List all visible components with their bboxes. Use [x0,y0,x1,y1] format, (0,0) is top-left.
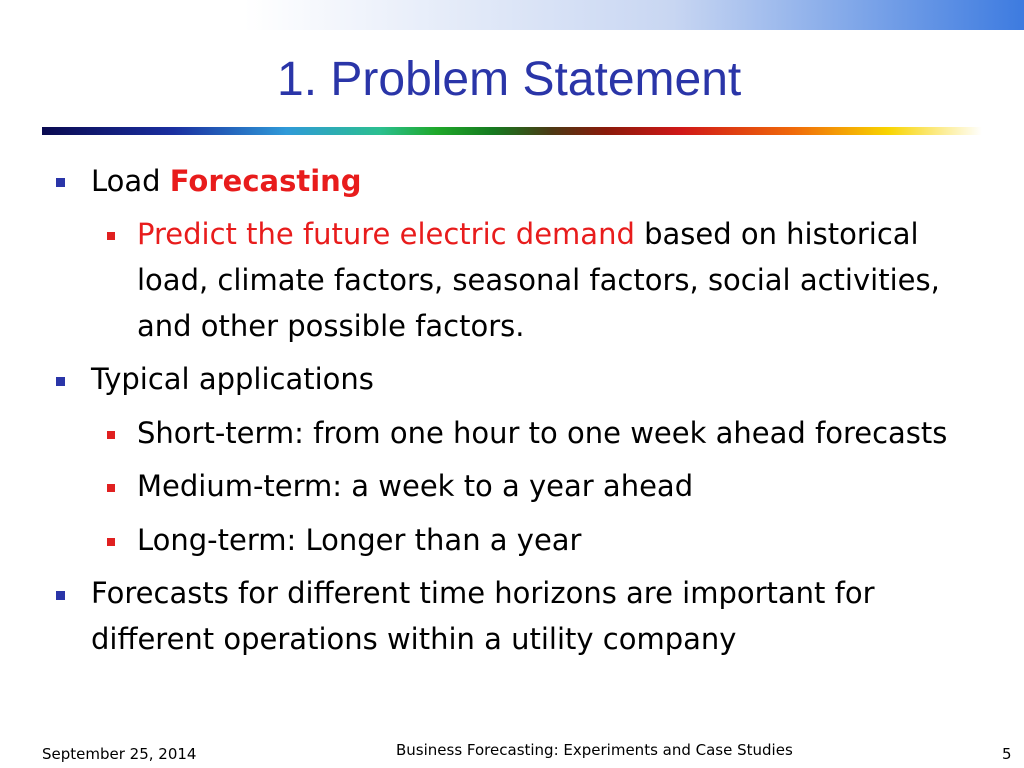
footer-date: September 25, 2014 [42,745,197,763]
title-divider-rainbow [42,127,982,135]
slide-title: 1. Problem Statement [277,53,742,106]
sub-bullet-short-term: Short-term: from one hour to one week ahead forecasts [137,416,948,450]
bullet-forecasts-line2: different operations within a utility company [91,622,737,656]
sub-bullet-medium-term: Medium-term: a week to a year ahead [137,469,694,503]
header-gradient-band [244,0,1024,30]
bullet-text: Load [91,164,170,198]
sub-bullet-square-icon [107,232,115,240]
sub-bullet-text: based on historical [634,217,919,251]
sub-bullet-square-icon [107,431,115,439]
sub-bullet-square-icon [107,538,115,546]
bullet-square-icon [56,178,65,187]
sub-bullet-long-term: Long-term: Longer than a year [137,523,582,557]
sub-bullet-square-icon [107,484,115,492]
bullet-square-icon [56,591,65,600]
bullet-load-forecasting [91,158,362,204]
bullet-square-icon [56,377,65,386]
bullet-forecasts-line1: Forecasts for different time horizons are important for [91,576,875,610]
sub-bullet-predict-line1 [137,211,919,257]
sub-bullet-predict-line3: and other possible factors. [137,309,525,343]
sub-bullet-predict-line2: load, climate factors, seasonal factors, social activities, [137,263,940,297]
footer-title: Business Forecasting: Experiments and Case Studies [396,741,793,759]
sub-bullet-highlight: Predict the future electric demand [137,217,635,251]
bullet-emphasis: Forecasting [169,164,362,198]
page-number: 5 [1002,745,1012,763]
bullet-typical-applications: Typical applications [91,362,374,396]
